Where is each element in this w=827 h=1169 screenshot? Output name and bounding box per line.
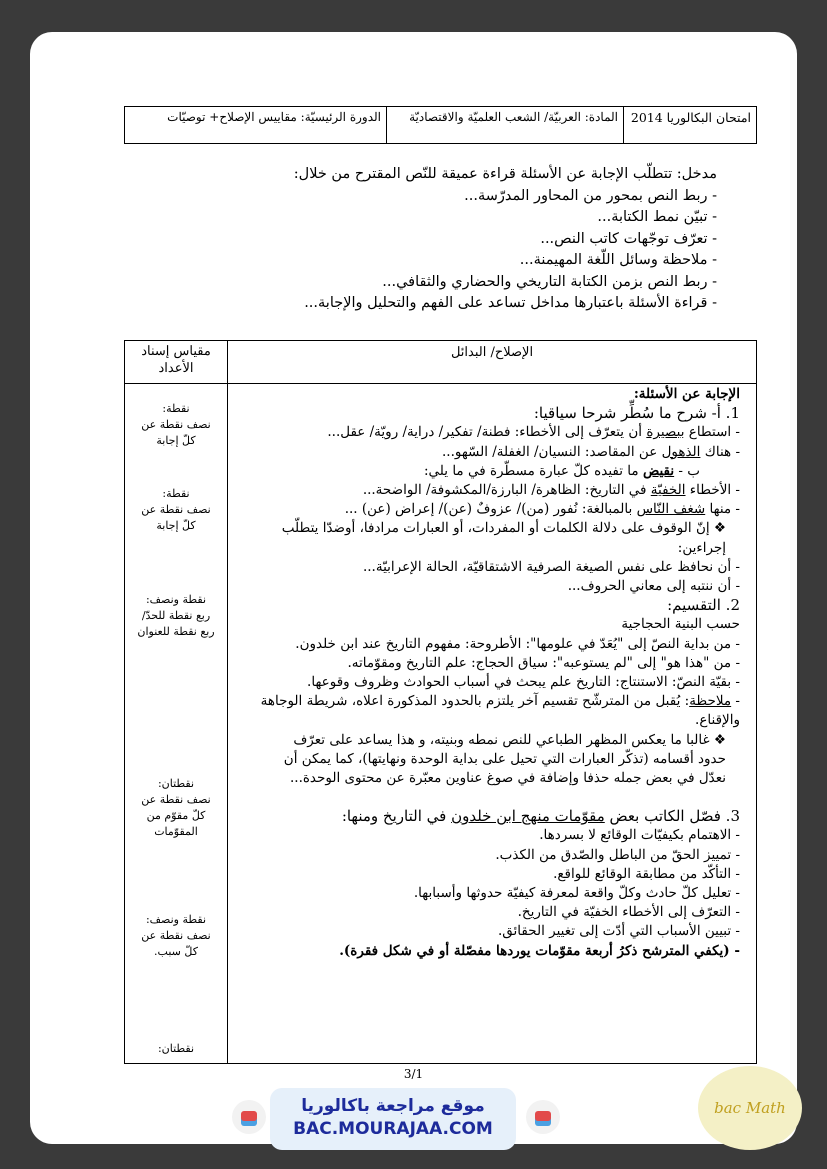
list-item: - الاهتمام بكيفيّات الوقائع لا بسردها. — [539, 827, 740, 844]
exam-subject: المادة: العربيّة/ الشعب العلميّة والاقتصاديّة — [386, 107, 623, 143]
site-logo-icon — [526, 1100, 560, 1134]
list-item: - (يكفي المترشح ذكرُ أربعة مقوّمات يوردها مفصّلة أو في شكل فقرة). — [339, 942, 740, 959]
answers-column-header: الإصلاح/ البدائل — [450, 345, 534, 360]
question-3: 3. فصّل الكاتب بعض مقوّمات منهج ابن خلدون في التاريخ ومنها: — [341, 807, 740, 826]
intro-line: - تعرّف توجّهات كاتب النص... — [540, 230, 717, 247]
spacer — [235, 788, 740, 807]
answers-body — [235, 385, 740, 961]
answer-line: - من بداية النصّ إلى "يُعَدّ في علومها": الأطروحة: مفهوم التاريخ عند ابن خلدون. — [295, 635, 740, 652]
list-item: - التعرّف إلى الأخطاء الخفيّة في التاريخ. — [517, 904, 740, 921]
answer-line: - بقيّة النصّ: الاستنتاج: التاريخ علم يبحث في أسباب الحوادث وظروف وقوعها. — [307, 674, 740, 691]
list-item: - التأكّد من مطابقة الوقائع للواقع. — [553, 865, 740, 882]
mark-cell: نقطتان: نصف نقطة عن كلّ مقوّم من المقوّمات — [141, 777, 211, 838]
note-line: - أن ننتبه إلى معاني الحروف... — [567, 578, 740, 595]
answers-table — [124, 340, 757, 1064]
mark-cell: نقطتان: — [157, 1042, 195, 1055]
mark-cell: نقطة: نصف نقطة عن كلّ إجابة — [141, 487, 211, 532]
question-2: 2. التقسيم: — [667, 596, 740, 615]
intro-line: مدخل: تتطلّب الإجابة عن الأسئلة قراءة عميقة للنّص المقترح من خلال: — [293, 166, 717, 182]
question-1a: 1. أ- شرح ما سُطِّر شرحا سياقيا: — [533, 404, 740, 423]
intro-line: - ملاحظة وسائل اللّغة المهيمنة... — [519, 252, 717, 268]
intro-line: - قراءة الأسئلة باعتبارها مداخل تساعد على الفهم والتحليل والإجابة... — [304, 295, 717, 311]
list-item: - تعليل كلّ حادث وكلّ واقعة لمعرفة كيفيّة حدوثها وأسبابها. — [413, 885, 740, 902]
page-number: 3/1 — [403, 1067, 424, 1081]
note-line: ❖ غالبا ما يعكس المظهر الطباعي للنص نمطه وبنيته، و هذا يساعد على تعرّف حدود أقسامه (تذكّر العبارات التي تحيل على بداية الوحدة ونهايتها)، كما يمكن أن نعدّل في بعض جمله حذفا وإضافة في صوغ عناوين معبّرة عن محتوى الوحدة... — [283, 731, 726, 787]
answer-line: - من "هذا هو" إلى "لم يستوعبه": سياق الحجاج: علم التاريخ ومقوّماته. — [347, 654, 740, 671]
mark-cell: نقطة: نصف نقطة عن كلّ إجابة — [141, 402, 211, 447]
intro-line: - تبيّن نمط الكتابة... — [597, 209, 717, 225]
answer-line: - استطاع ببصيرة أن يتعرّف إلى الأخطاء: فطنة/ تفكير/ دراية/ رويّة/ عقل... — [327, 424, 740, 441]
column-divider — [227, 341, 228, 1063]
exam-session: الدورة الرئيسيّة: مقاييس الإصلاح+ توصيّات — [167, 110, 381, 124]
list-item: - تبيين الأسباب التي أدّت إلى تغيير الحقائق. — [498, 923, 740, 940]
answer-line: حسب البنية الحجاجية — [621, 616, 740, 633]
list-item: - تمييز الحقّ من الباطل والصّدق من الكذب. — [495, 846, 740, 863]
bac-math-logo: bac Math — [698, 1066, 802, 1150]
marks-column-header: مقياس إسناد الأعداد — [141, 344, 211, 376]
site-logo-icon — [232, 1100, 266, 1134]
mark-cell: نقطة ونصف: ربع نقطة للحدّ/ ربع نقطة للعنوان — [137, 593, 215, 638]
answers-title: الإجابة عن الأسئلة: — [633, 386, 740, 402]
mark-cell: نقطة ونصف: نصف نقطة عن كلّ سبب. — [141, 913, 211, 958]
answer-line: - ملاحظة: يُقبل من المترشّح تقسيم آخر يلتزم بالحدود المذكورة اعلاه، شريطة الوجاهة والإقناع. — [260, 693, 740, 729]
intro-line: - ربط النص بزمن الكتابة التاريخي والحضاري والثقافي... — [382, 273, 717, 290]
site-banner[interactable] — [270, 1088, 516, 1150]
exam-header — [124, 106, 757, 144]
answer-line: - هناك الذهول عن المقاصد: النسيان/ الغفلة/ السّهو... — [441, 443, 740, 460]
note-line: - أن نحافظ على نفس الصيغة الصرفية الاشتقاقيّة، الحالة الإعرابيّة... — [362, 558, 740, 575]
note-line: ❖ إنّ الوقوف على دلالة الكلمات أو المفردات، أو العبارات مرادفا، أوضدّا يتطلّب إجراءين: — [281, 520, 726, 556]
header-divider — [125, 383, 756, 384]
answer-line: - الأخطاء الخفيّة في التاريخ: الظاهرة/ البارزة/المكشوفة/ الواضحة... — [362, 482, 740, 499]
site-url[interactable]: BAC.MOURAJAA.COM — [293, 1119, 493, 1139]
intro-section — [157, 164, 717, 315]
question-1b: ب - نقيض ما تفيده كلّ عبارة مسطّرة في ما يلي: — [424, 462, 700, 479]
exam-title: امتحان البكالوريا 2014 — [623, 107, 756, 143]
intro-line: - ربط النص بمحور من المحاور المدرّسة... — [464, 187, 717, 204]
answer-line: - منها شغف النّاس بالمبالغة: نُفور (من)/ عزوفٌ (عن)/ إعراض (عن) ... — [344, 501, 740, 518]
site-name: موقع مراجعة باكالوريا — [301, 1096, 485, 1116]
